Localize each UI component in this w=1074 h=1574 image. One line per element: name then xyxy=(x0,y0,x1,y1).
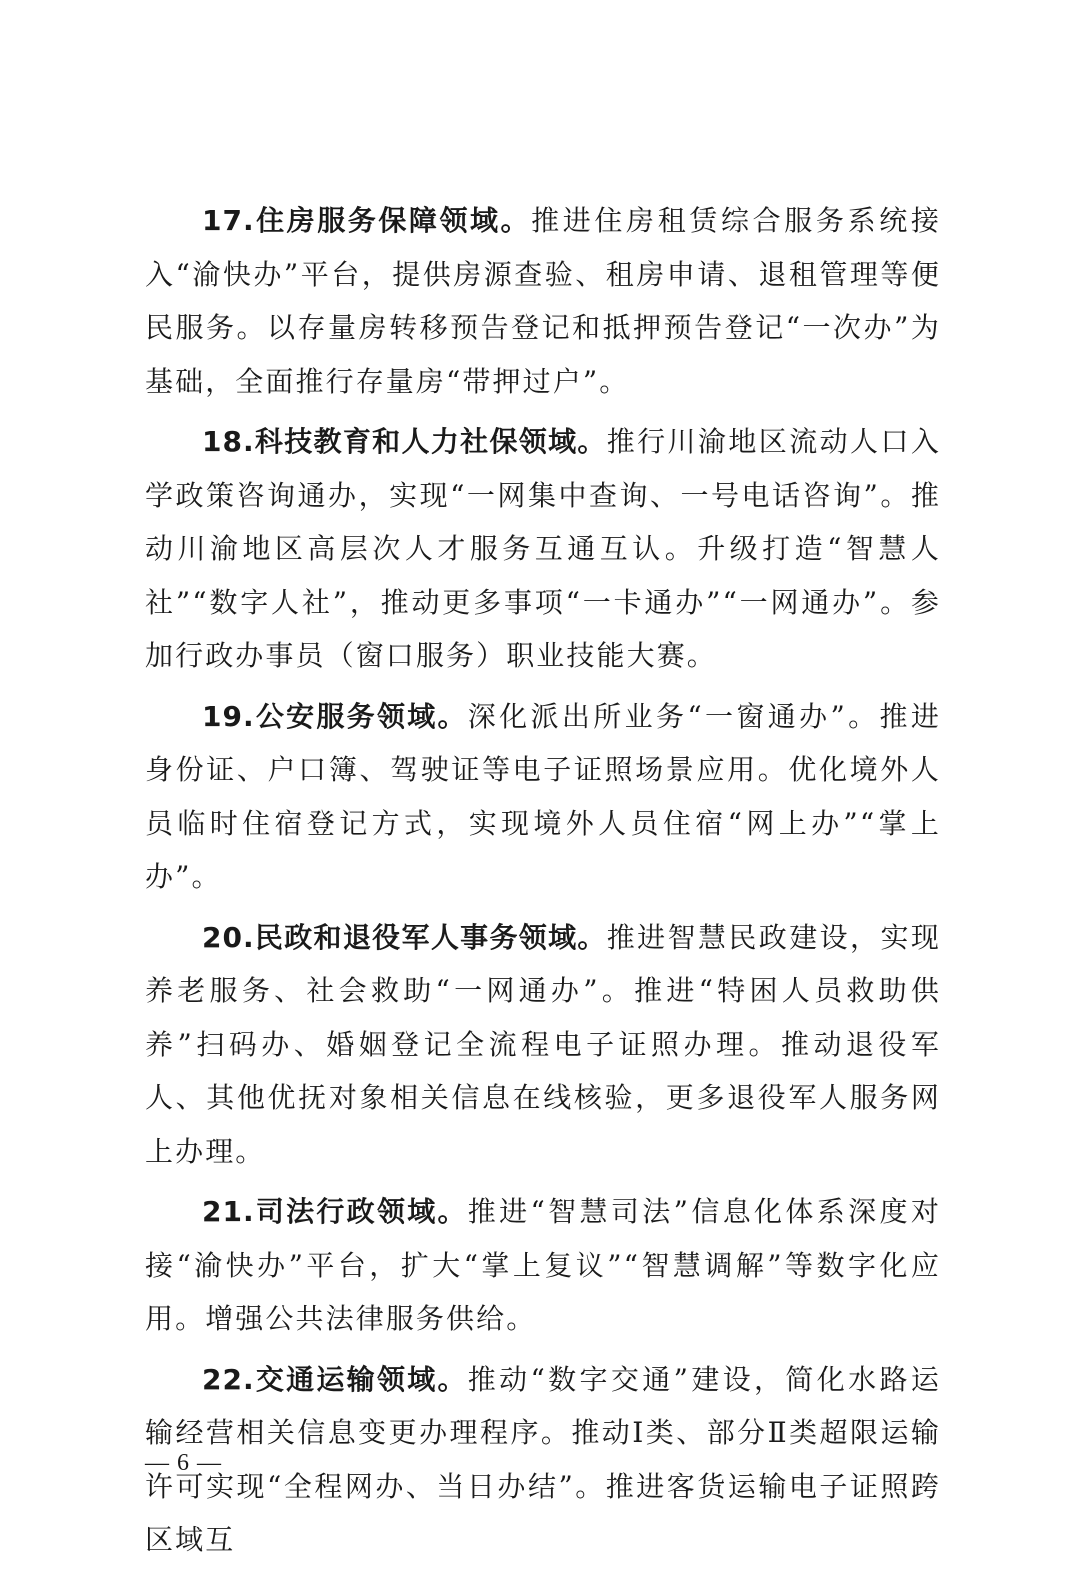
section-heading: 17.住房服务保障领域。 xyxy=(202,204,532,237)
section-heading: 19.公安服务领域。 xyxy=(202,699,468,733)
section-body: 推行川渝地区流动人口入学政策咨询通办，实现“一网集中查询、一号电话咨询”。推动川渝地区高层次人才服务互通互认。升级打造“智慧人社”“数字人社”，推动更多事项“一卡通办”“一网通办”。参加行政办事员（窗口服务）职业技能大赛。 xyxy=(145,425,941,672)
section-body: 深化派出所业务“一窗通办”。推进身份证、户口簿、驾驶证等电子证照场景应用。优化境外人员临时住宿登记方式，实现境外人员住宿“网上办”“掌上办”。 xyxy=(145,699,941,893)
page-number: — 6 — xyxy=(145,1450,222,1476)
section-heading: 20.民政和退役军人事务领域。 xyxy=(202,920,607,954)
section-18 xyxy=(145,415,941,683)
section-body: 推进住房租赁综合服务系统接入“渝快办”平台，提供房源查验、租房申请、退租管理等便民服务。以存量房转移预告登记和抵押预告登记“一次办”为基础，全面推行存量房“带押过户”。 xyxy=(145,204,941,398)
section-body: 推进智慧民政建设，实现养老服务、社会救助“一网通办”。推进“特困人员救助供养”扫码办、婚姻登记全流程电子证照办理。推动退役军人、其他优抚对象相关信息在线核验，更多退役军人服务网上办理。 xyxy=(145,920,941,1168)
section-17 xyxy=(145,194,941,408)
section-21 xyxy=(145,1185,941,1346)
section-body: 推进“智慧司法”信息化体系深度对接“渝快办”平台，扩大“掌上复议”“智慧调解”等数字化应用。增强公共法律服务供给。 xyxy=(145,1195,941,1335)
section-22 xyxy=(145,1353,941,1567)
section-19 xyxy=(145,690,941,904)
section-heading: 21.司法行政领域。 xyxy=(202,1195,468,1228)
section-20 xyxy=(145,911,941,1179)
section-heading: 18.科技教育和人力社保领域。 xyxy=(202,425,607,458)
document-page xyxy=(145,194,941,1574)
section-heading: 22.交通运输领域。 xyxy=(202,1362,468,1396)
section-body: 推动“数字交通”建设，简化水路运输经营相关信息变更办理程序。推动Ⅰ类、部分Ⅱ类超限运输许可实现“全程网办、当日办结”。推进客货运输电子证照跨区域互 xyxy=(145,1362,941,1556)
